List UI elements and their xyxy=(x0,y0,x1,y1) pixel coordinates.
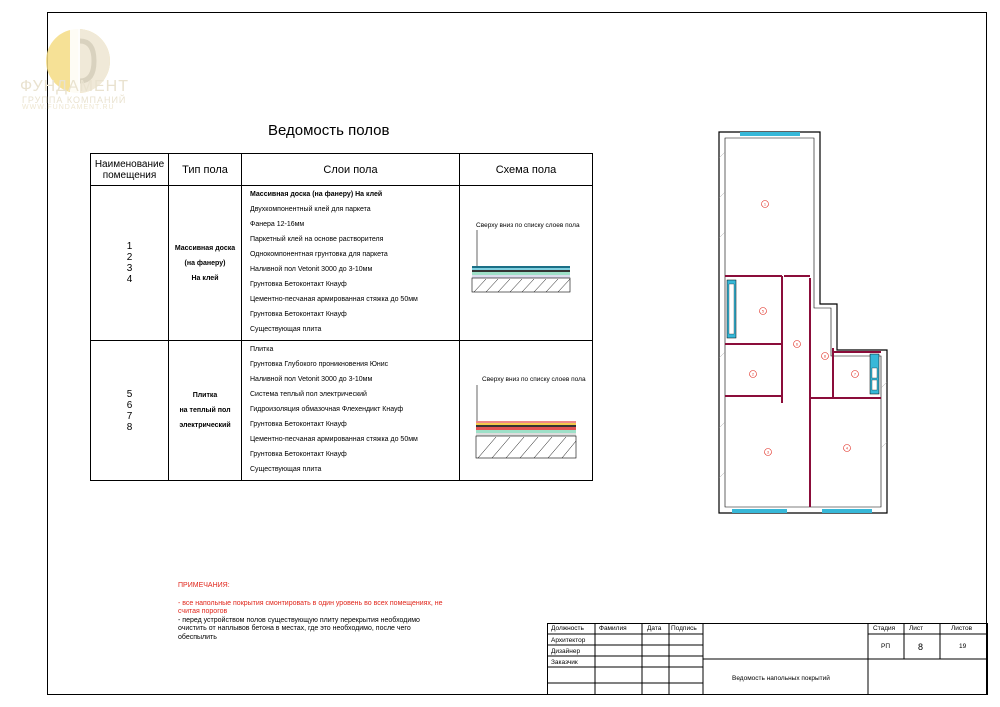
stamp-sheets-label: Листов xyxy=(951,625,973,632)
stamp-sheet-label: Лист xyxy=(909,625,924,632)
table-row xyxy=(91,186,593,341)
scheme-label: Сверху вниз по списку слоев пола xyxy=(482,376,586,383)
room-number: 3 xyxy=(126,263,133,274)
room-number: 4 xyxy=(126,274,133,285)
layer-item: Массивная доска (на фанеру) На клей xyxy=(250,191,383,199)
floor-type-line: электрический xyxy=(179,422,231,429)
stamp-architect: Архитектор xyxy=(551,637,586,644)
room-marker: 6 xyxy=(796,342,798,347)
stamp-sheet-value: 8 xyxy=(918,642,924,652)
room-number: 2 xyxy=(126,252,133,263)
room-numbers xyxy=(91,341,169,481)
floor-type-cell xyxy=(169,341,242,481)
floor-type-line: на теплый пол xyxy=(179,407,231,414)
stamp-stage-value: РП xyxy=(881,643,891,650)
stamp-sheet-title: Ведомость напольных покрытий xyxy=(732,675,830,682)
logo-name: ФУНДАМЕНТ xyxy=(20,78,129,95)
room-numbers xyxy=(91,186,169,341)
title-block-grid xyxy=(547,623,988,695)
note-line: считая порогов xyxy=(178,608,228,615)
floor-type-line: (на фанеру) xyxy=(184,259,226,267)
layer-item: Существующая плита xyxy=(250,325,322,333)
room-marker: 4 xyxy=(846,446,848,451)
layer-item: Цементно-песчаная армированная стяжка до 50мм xyxy=(250,435,418,443)
header-layers: Слои пола xyxy=(242,154,460,186)
stamp-col-surname: Фамилия xyxy=(599,625,627,632)
note-line: - перед устройством полов существующую плиту перекрытия необходимо xyxy=(178,616,420,624)
stamp-col-date: Дата xyxy=(647,625,662,632)
layer-item: Фанера 12-16мм xyxy=(250,221,305,229)
layer-item: Двухкомпонентный клей для паркета xyxy=(250,206,371,214)
stamp-customer: Заказчик xyxy=(551,659,578,666)
room-marker: 2 xyxy=(752,372,754,377)
layer-item: Плитка xyxy=(250,346,274,354)
layer-item: Наливной пол Vetonit 3000 до 3-10мм xyxy=(250,266,373,273)
room-number: 7 xyxy=(126,410,133,422)
layer-item: Однокомпонентная грунтовка для паркета xyxy=(250,251,388,259)
stamp-col-signature: Подпись xyxy=(671,625,697,632)
room-number: 1 xyxy=(126,241,133,252)
header-floor-type: Тип пола xyxy=(169,154,242,186)
room-marker: 7 xyxy=(854,372,856,377)
floor-type-line: Плитка xyxy=(192,392,218,399)
floor-schedule-table xyxy=(90,153,593,481)
floor-type-line: На клей xyxy=(191,274,219,282)
floor-type-cell xyxy=(169,186,242,341)
layer-item: Гидроизоляция обмазочная Флехендикт Кнауф xyxy=(250,406,404,414)
room-number: 6 xyxy=(126,399,133,411)
title-block xyxy=(547,623,988,695)
scheme-label: Сверху вниз по списку слоев пола xyxy=(476,222,580,229)
room-marker: 3 xyxy=(767,450,769,455)
table-row xyxy=(91,341,593,481)
scheme-cell xyxy=(460,341,593,481)
layers-cell xyxy=(242,186,460,341)
layer-item: Паркетный клей на основе растворителя xyxy=(250,236,384,244)
header-room-name: Наименование помещения xyxy=(91,154,169,186)
layer-item: Существующая плита xyxy=(250,465,322,473)
floor-type-line: Массивная доска xyxy=(174,244,236,252)
note-line: - все напольные покрытия смонтировать в один уровень во всех помещениях, не xyxy=(178,599,443,607)
logo-subtitle: ГРУППА КОМПАНИЙ xyxy=(22,95,127,105)
layer-item: Система теплый пол электрический xyxy=(250,391,367,399)
layer-item: Грунтовка Бетоконтакт Кнауф xyxy=(250,450,347,458)
floor-section-diagram xyxy=(460,186,594,341)
note-line: обеспылить xyxy=(178,633,217,641)
room-marker: 8 xyxy=(824,354,826,359)
layer-item: Грунтовка Бетоконтакт Кнауф xyxy=(250,310,347,318)
stamp-stage-label: Стадия xyxy=(873,625,896,632)
layers-cell xyxy=(242,341,460,481)
notes-block xyxy=(178,582,443,642)
stamp-col-position: Должность xyxy=(551,625,584,632)
room-marker: 5 xyxy=(762,309,764,314)
layer-item: Грунтовка Бетоконтакт Кнауф xyxy=(250,420,347,428)
stamp-designer: Дизайнер xyxy=(551,648,581,655)
room-marker: 1 xyxy=(764,202,766,207)
page-title: Ведомость полов xyxy=(268,122,390,139)
room-number: 5 xyxy=(126,388,133,400)
layer-item: Грунтовка Глубокого проникновения Юнис xyxy=(250,361,389,369)
header-scheme: Схема пола xyxy=(460,154,593,186)
notes-heading: ПРИМЕЧАНИЯ: xyxy=(178,582,230,589)
layer-item: Наливной пол Vetonit 3000 до 3-10мм xyxy=(250,376,373,384)
note-line: очистить от наплывов бетона в местах, где это необходимо, после чего xyxy=(178,625,411,632)
floor-section-diagram xyxy=(460,341,594,481)
stamp-sheets-value: 19 xyxy=(959,643,967,650)
table-header-row xyxy=(91,154,593,186)
layer-item: Цементно-песчаная армированная стяжка до 50мм xyxy=(250,295,418,303)
room-number: 8 xyxy=(126,421,133,433)
scheme-cell xyxy=(460,186,593,341)
floor-plan xyxy=(712,128,898,520)
logo-site: WWW.FUNDAMENT.RU xyxy=(22,104,115,111)
layer-item: Грунтовка Бетоконтакт Кнауф xyxy=(250,280,347,288)
